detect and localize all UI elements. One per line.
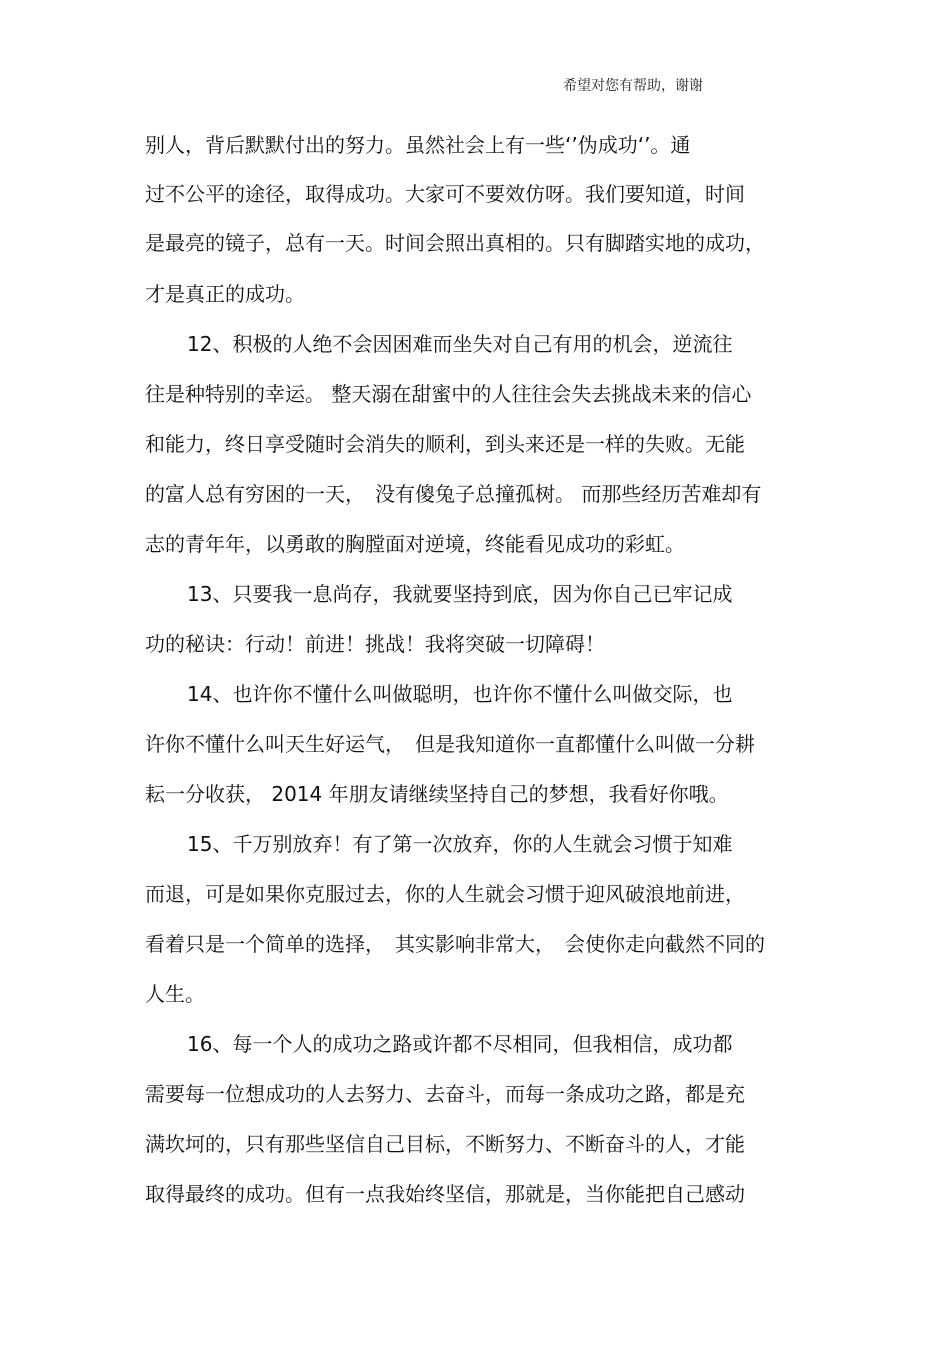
paragraph-line: 和能力，终日享受随时会消失的顺利，到头来还是一样的失败。无能 [145,432,745,456]
header-note: 希望对您有帮助，谢谢 [563,78,703,94]
paragraph-line-numbered: 16、每一个人的成功之路或许都不尽相同，但我相信，成功都 [187,1032,733,1056]
paragraph-line: 是最亮的镜子，总有一天。时间会照出真相的。只有脚踏实地的成功， [145,231,765,255]
paragraph-line: 人生。 [145,982,205,1006]
paragraph-line: 的富人总有穷困的一天， 没有傻兔子总撞孤树。 而那些经历苦难却有 [145,482,762,506]
paragraph-line: 取得最终的成功。但有一点我始终坚信，那就是，当你能把自己感动 [145,1182,745,1206]
paragraph-line-numbered: 15、千万别放弃！有了第一次放弃，你的人生就会习惯于知难 [187,832,733,856]
paragraph-line: 过不公平的途径，取得成功。大家可不要效仿呀。我们要知道，时间 [145,182,745,206]
paragraph-line-numbered: 13、只要我一息尚存，我就要坚持到底，因为你自己已牢记成 [187,582,733,606]
paragraph-line: 才是真正的成功。 [145,282,305,306]
paragraph-line: 许你不懂什么叫天生好运气， 但是我知道你一直都懂什么叫做一分耕 [145,732,755,756]
paragraph-line-numbered: 14、也许你不懂什么叫做聪明，也许你不懂什么叫做交际，也 [187,682,733,706]
paragraph-line: 耘一分收获， 2014 年朋友请继续坚持自己的梦想，我看好你哦。 [145,782,729,806]
paragraph-line: 满坎坷的，只有那些坚信自己目标，不断努力、不断奋斗的人，才能 [145,1132,745,1156]
paragraph-line: 志的青年年，以勇敢的胸膛面对逆境，终能看见成功的彩虹。 [145,532,685,556]
paragraph-line: 需要每一位想成功的人去努力、去奋斗，而每一条成功之路，都是充 [145,1082,745,1106]
paragraph-line: 功的秘诀：行动！前进！挑战！我将突破一切障碍！ [145,632,605,656]
paragraph-line: 看着只是一个简单的选择， 其实影响非常大， 会使你走向截然不同的 [145,932,765,956]
paragraph-line-numbered: 12、积极的人绝不会因困难而坐失对自己有用的机会，逆流往 [187,332,733,356]
paragraph-line: 别人，背后默默付出的努力。虽然社会上有一些‘’伪成功‘’。通 [145,133,691,157]
paragraph-line: 而退，可是如果你克服过去，你的人生就会习惯于迎风破浪地前进， [145,882,745,906]
paragraph-line: 往是种特别的幸运。 整天溺在甜蜜中的人往往会失去挑战未来的信心 [145,382,752,406]
